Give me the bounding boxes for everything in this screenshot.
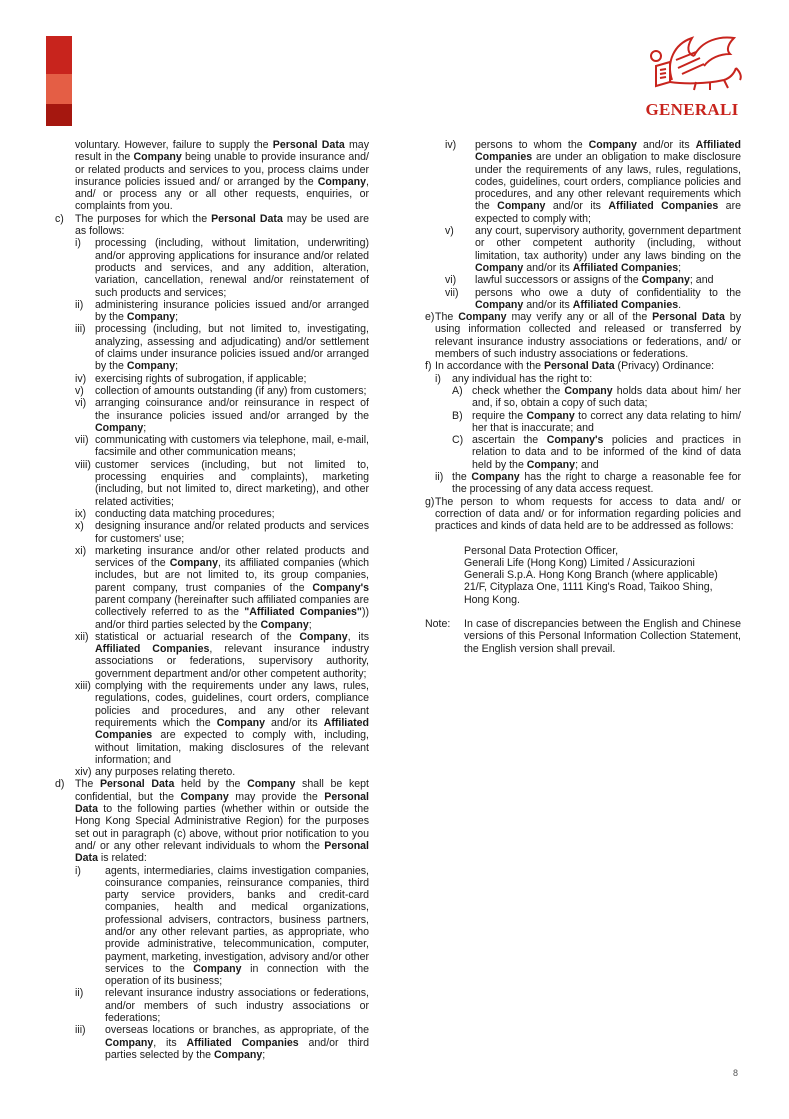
brand-bar-middle: [46, 74, 72, 104]
intro-paragraph: voluntary. However, failure to supply the Personal Data may result in the Company being unable to provide insurance and/ or related products and services to you, process claims under insurance policies issued and/ or arranged by the Company, and/ or process any or all other requests, enquiries, or complaints from you.: [75, 139, 369, 213]
section-f: [425, 360, 741, 372]
brand-bar-top: [46, 36, 72, 74]
list-item-text: lawful successors or assigns of the Company; and: [475, 274, 714, 287]
list-item-marker: C): [452, 434, 464, 447]
section-d-list-continued: [425, 139, 741, 311]
section-f-marker: f): [425, 360, 432, 373]
list-item-marker: A): [452, 384, 463, 397]
list-item-text: communicating with customers via telephone, mail, e-mail, facsimile and other communication means;: [95, 434, 369, 459]
generali-logo: [636, 32, 748, 119]
list-item-text: any court, supervisory authority, government department or other competent authority (including, without limitation, tax authority) under any laws binding on the Company and/or its Affiliated Companies;: [475, 225, 741, 274]
list-item-text: ascertain the Company's policies and practices in relation to data and to be informed of the kind of data held by the Company; and: [472, 434, 741, 471]
list-item: [452, 385, 741, 410]
list-item-text: relevant insurance industry associations or federations, and/or members of such industry associations or federations;: [105, 987, 369, 1025]
list-item: [425, 287, 741, 312]
list-item: [55, 865, 369, 988]
list-item-marker: v): [445, 225, 454, 238]
list-item-marker: ii): [75, 987, 84, 1000]
list-item-text: administering insurance policies issued and/or arranged by the Company;: [95, 298, 369, 324]
list-item-marker: vii): [75, 434, 89, 447]
section-f-i: [425, 373, 741, 385]
section-d-text: The Personal Data held by the Company shall be kept confidential, but the Company may provide the Personal Data to the following parties (whether within or outside the Hong Kong Special Administrative Region) for the purposes set out in paragraph (c) above, without prior notification to you and/ or any other relevant individuals to whom the Personal Data is related:: [75, 778, 370, 865]
section-d: [55, 778, 369, 864]
section-f-i-list: [425, 385, 741, 471]
list-item-text: agents, intermediaries, claims investigation companies, coinsurance companies, reinsurance companies, third party service providers, banks and credit-card companies, health and medical organizations, professional advisers, contractors, business partners, and/or any other relevant parties, as appropriate, who provide administrative, telecommunication, computer, payment, marketing, investigation, advisory and/or other services to the Company in connection with the operation of its business;: [105, 864, 369, 988]
list-item-marker: xiii): [75, 680, 91, 693]
address-line: Generali S.p.A. Hong Kong Branch (where applicable): [464, 569, 718, 582]
section-f-ii-text: the Company has the right to charge a reasonable fee for the processing of any data access request.: [452, 471, 741, 496]
section-c-list: [55, 237, 369, 778]
list-item-text: complying with the requirements under any laws, rules, regulations, codes, guidelines, court orders, compliance policies and procedures, and any other relevant requirements which the Company and/or its Affiliated Companies are expected to comply with, including, without limitation, making disclosures of the relevant information; and: [95, 680, 370, 766]
list-item-text: marketing insurance and/or other related products and services of the Company, its affiliated companies (which includes, but are not limited to, its group companies, parent company, trust companies of the Company's parent company (hereinafter such affiliated companies are collectively referred to as the "Affiliated Companies")) and/or third parties selected by the Company;: [95, 544, 370, 631]
section-d-list: [55, 865, 369, 1062]
list-item-marker: vi): [75, 397, 87, 410]
list-item-marker: xiv): [75, 766, 92, 779]
brand-bar-bottom: [46, 104, 72, 126]
section-g-text: The person to whom requests for access to data and/ or correction of data and/ or for information regarding policies and practices and kinds of data held are to be addressed as follows:: [435, 495, 741, 533]
page-number: 8: [733, 1068, 739, 1078]
list-item-text: designing insurance and/or related products and services for customers' use;: [95, 520, 369, 545]
section-c-marker: c): [55, 212, 64, 225]
section-e-text: The Company may verify any or all of the Personal Data by using information collected and released or transferred by relevant insurance industry associations or federations, and/ or members of such industry associations or federations.: [435, 311, 741, 361]
list-item-text: check whether the Company holds data about him/ her and, if so, obtain a copy of such data;: [472, 384, 741, 410]
section-e-marker: e): [425, 311, 435, 324]
list-item-marker: iv): [445, 139, 457, 151]
address-line: Personal Data Protection Officer,: [464, 544, 619, 557]
list-item-text: any purposes relating thereto.: [95, 766, 236, 779]
logo-wordmark: GENERALI: [645, 99, 739, 119]
note-text: In case of discrepancies between the English and Chinese versions of this Personal Information Collection Statement, the English version shall prevail.: [464, 617, 741, 655]
section-f-i-text: any individual has the right to:: [452, 372, 593, 385]
list-item: [55, 545, 369, 631]
list-item-marker: xi): [75, 544, 87, 557]
list-item-marker: iv): [75, 372, 87, 385]
list-item: [55, 520, 369, 545]
list-item: [55, 434, 369, 459]
list-item-marker: ii): [75, 298, 84, 311]
address-line: 21/F, Cityplaza One, 1111 King's Road, Taikoo Shing,: [464, 581, 713, 594]
list-item-marker: x): [75, 520, 84, 533]
list-item-marker: iii): [75, 1024, 86, 1037]
section-c: [55, 213, 369, 238]
list-item-marker: vi): [445, 274, 457, 287]
list-item-text: conducting data matching procedures;: [95, 507, 275, 520]
left-column: [55, 139, 369, 1061]
section-d-marker: d): [55, 778, 65, 791]
section-c-text: The purposes for which the Personal Data may be used are as follows:: [75, 212, 369, 238]
list-item-text: exercising rights of subrogation, if applicable;: [95, 372, 307, 385]
list-item: [55, 237, 369, 298]
list-item: [55, 631, 369, 680]
section-f-i-marker: i): [435, 372, 441, 385]
section-f-text: In accordance with the Personal Data (Privacy) Ordinance:: [435, 360, 715, 373]
list-item-text: require the Company to correct any data relating to him/ her that is inaccurate; and: [472, 409, 741, 434]
list-item: [55, 323, 369, 372]
list-item-marker: iii): [75, 323, 86, 336]
list-item-marker: xii): [75, 630, 89, 643]
list-item-text: statistical or actuarial research of the Company, its Affiliated Companies, relevant insurance industry associations or federations, supervisory authority, government department and/or other competent authority;: [95, 630, 369, 680]
list-item: [425, 274, 741, 286]
contact-address: [425, 545, 741, 606]
list-item: [452, 410, 741, 435]
list-item-marker: vii): [445, 286, 459, 299]
section-f-ii-marker: ii): [435, 471, 444, 484]
list-item: [55, 1024, 369, 1061]
address-line: Generali Life (Hong Kong) Limited / Assicurazioni: [464, 556, 695, 569]
list-item-text: persons to whom the Company and/or its Affiliated Companies are under an obligation to make disclosure under the requirements of any laws, rules, regulations, codes, guidelines, court orders, compliance policies and procedures, and any other relevant requirements which the Company and/or its Affiliated Companies are expected to comply with;: [475, 139, 741, 225]
list-item-text: processing (including, without limitation, underwriting) and/or approving applications for insurance and/or related products and services, and any addition, alteration, variation, cancellation, renewal and/or reinstatement of such products and services;: [95, 237, 369, 299]
section-e: [425, 311, 741, 360]
list-item-marker: viii): [75, 458, 91, 471]
list-item-text: arranging coinsurance and/or reinsurance in respect of the insurance policies issued and/or arranged by the Company;: [95, 397, 369, 434]
right-column: [425, 139, 741, 655]
list-item-marker: v): [75, 384, 84, 397]
list-item-text: persons who owe a duty of confidentiality to the Company and/or its Affiliated Companies.: [475, 286, 741, 311]
list-item-marker: ix): [75, 507, 87, 520]
note-label: Note:: [425, 617, 451, 630]
list-item: [55, 987, 369, 1024]
list-item: [55, 680, 369, 766]
list-item: [55, 373, 369, 385]
list-item: [425, 139, 741, 225]
list-item: [55, 459, 369, 508]
list-item: [55, 766, 369, 778]
list-item-marker: B): [452, 409, 463, 422]
list-item-marker: i): [75, 864, 81, 877]
list-item: [55, 385, 369, 397]
section-g-marker: g): [425, 495, 435, 508]
list-item: [425, 225, 741, 274]
list-item-marker: i): [75, 237, 81, 250]
list-item-text: customer services (including, but not limited to, processing enquiries and complaints), marketing (including, but not limited to, direct marketing), and other related activities;: [95, 458, 369, 508]
list-item-text: collection of amounts outstanding (if any) from customers;: [95, 384, 367, 397]
address-line: Hong Kong.: [464, 593, 520, 606]
section-g: [425, 496, 741, 533]
list-item: [55, 397, 369, 434]
list-item: [55, 299, 369, 324]
winged-lion-icon: [636, 32, 748, 94]
list-item-text: overseas locations or branches, as appropriate, of the Company, its Affiliated Companies and/or third parties selected by the Company;: [105, 1024, 369, 1061]
list-item-text: processing (including, but not limited to, investigating, analyzing, assessing and adjudicating) and/or settlement of claims under insurance policies issued and/or arranged by the Company;: [95, 323, 369, 373]
note: [425, 618, 741, 655]
list-item: [55, 508, 369, 520]
section-f-ii: [425, 471, 741, 496]
list-item: [452, 434, 741, 471]
